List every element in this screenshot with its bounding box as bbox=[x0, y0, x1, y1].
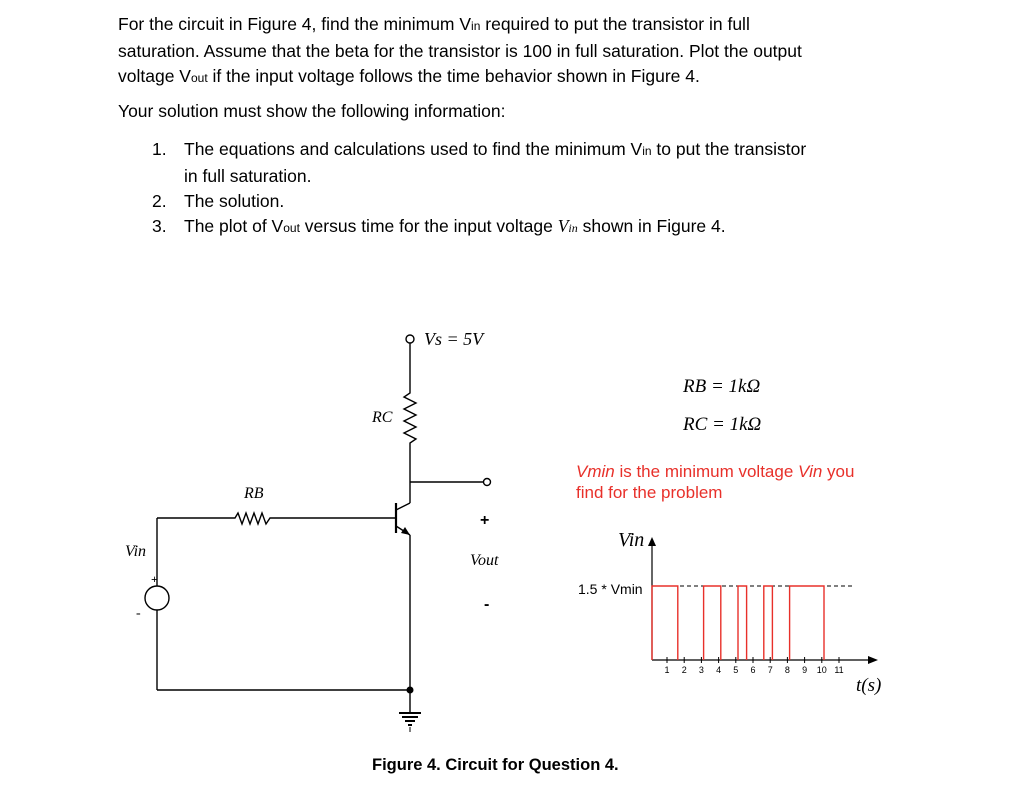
source-minus-sign: - bbox=[136, 606, 141, 621]
rc-label: RC bbox=[372, 409, 393, 426]
x-tick-label: 1 bbox=[664, 665, 670, 675]
vin-source bbox=[145, 586, 169, 610]
ground-junction-dot bbox=[407, 687, 414, 694]
pulse bbox=[704, 586, 721, 660]
y-axis-arrow bbox=[648, 537, 656, 546]
pulse bbox=[738, 586, 747, 660]
x-axis-arrow bbox=[868, 656, 878, 664]
pulse bbox=[790, 586, 824, 660]
requirements-intro: Your solution must show the following information: bbox=[118, 101, 506, 121]
vin-time-chart bbox=[578, 529, 881, 696]
vout-label: Vout bbox=[470, 552, 499, 569]
rb-resistor bbox=[231, 513, 274, 524]
x-tick-label: 7 bbox=[767, 665, 773, 675]
figure-caption: Figure 4. Circuit for Question 4. bbox=[372, 756, 619, 774]
list-item: 2. The solution. bbox=[152, 191, 285, 211]
x-tick-label: 6 bbox=[750, 665, 756, 675]
x-tick-label: 5 bbox=[733, 665, 739, 675]
chart-x-label: t(s) bbox=[856, 675, 882, 696]
vout-minus-sign: - bbox=[484, 596, 490, 613]
x-tick-label: 2 bbox=[681, 665, 687, 675]
question-line-2: saturation. Assume that the beta for the transistor is 100 in full saturation. Plot the output bbox=[118, 41, 802, 61]
pulse bbox=[652, 586, 678, 660]
svg-text:find for the problem: find for the problem bbox=[576, 483, 723, 502]
rc-resistor bbox=[404, 390, 416, 446]
circuit-wires bbox=[145, 335, 491, 732]
x-tick-label: 11 bbox=[834, 665, 844, 675]
x-tick-label: 9 bbox=[802, 665, 808, 675]
vmin-note bbox=[576, 462, 854, 502]
vin-label: Vin bbox=[125, 543, 147, 560]
supply-label: Vs = 5V bbox=[424, 329, 484, 349]
list-item: 1. The equations and calculations used to find the minimum Vin to put the transistor in full saturation. bbox=[152, 139, 807, 186]
list-item: 3. The plot of Vout versus time for the input voltage Vin shown in Figure 4. bbox=[152, 216, 726, 236]
supply-terminal bbox=[406, 335, 414, 343]
x-tick-label: 3 bbox=[698, 665, 704, 675]
x-tick-label: 4 bbox=[716, 665, 722, 675]
vout-terminal bbox=[484, 479, 491, 486]
x-tick-label: 10 bbox=[816, 665, 827, 675]
vout-plus-sign: + bbox=[480, 512, 490, 529]
x-tick-label: 8 bbox=[784, 665, 790, 675]
emitter-arrow bbox=[401, 527, 410, 535]
question-line-1: For the circuit in Figure 4, find the minimum Vin required to put the transistor in full bbox=[118, 14, 750, 34]
chart-level-label: 1.5 * Vmin bbox=[578, 581, 643, 597]
rb-value: RB = 1kΩ bbox=[683, 376, 761, 397]
source-plus-sign: + bbox=[151, 572, 158, 586]
ground-symbol bbox=[399, 713, 421, 732]
question-line-3: voltage Vout if the input voltage follows the time behavior shown in Figure 4. bbox=[118, 66, 700, 86]
chart-y-label: Vin bbox=[618, 529, 645, 551]
pulse bbox=[764, 586, 773, 660]
rc-value: RC = 1kΩ bbox=[683, 414, 762, 435]
rb-label: RB bbox=[244, 485, 264, 502]
svg-text:Vmin is the minimum voltage Vi: Vmin is the minimum voltage Vin you bbox=[576, 462, 855, 481]
